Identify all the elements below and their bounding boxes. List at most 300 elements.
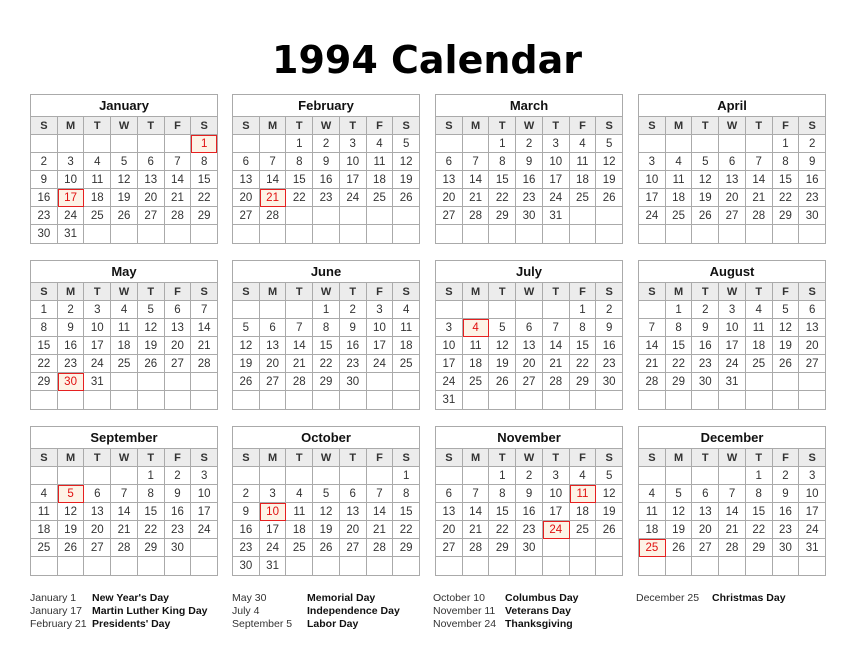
day-cell: 20 (84, 521, 111, 539)
day-cell: 29 (31, 373, 58, 391)
empty-cell (746, 557, 773, 575)
weekday-label: M (463, 117, 490, 135)
day-cell: 10 (84, 319, 111, 337)
weekday-label: T (84, 117, 111, 135)
day-cell: 19 (596, 503, 622, 521)
empty-cell (719, 135, 746, 153)
empty-cell (799, 557, 825, 575)
weekday-label: F (165, 449, 192, 467)
week-row (233, 319, 419, 337)
empty-cell (260, 135, 287, 153)
day-cell: 25 (393, 355, 419, 373)
week-row (233, 503, 419, 521)
week-row (639, 337, 825, 355)
weekday-label: T (84, 283, 111, 301)
day-cell: 23 (516, 189, 543, 207)
day-cell: 16 (773, 503, 800, 521)
empty-cell (313, 467, 340, 485)
empty-cell (393, 225, 419, 243)
weekday-label: T (286, 449, 313, 467)
week-row (639, 373, 825, 391)
day-cell: 20 (719, 189, 746, 207)
day-cell: 3 (543, 467, 570, 485)
empty-cell (138, 135, 165, 153)
week-row (233, 391, 419, 409)
empty-cell (191, 373, 217, 391)
weekday-label: W (516, 449, 543, 467)
day-cell: 28 (639, 373, 666, 391)
day-cell: 1 (773, 135, 800, 153)
day-cell: 26 (233, 373, 260, 391)
day-cell: 27 (436, 539, 463, 557)
day-cell: 23 (58, 355, 85, 373)
empty-cell (489, 391, 516, 409)
day-cell: 4 (111, 301, 138, 319)
empty-cell (746, 391, 773, 409)
empty-cell (596, 557, 622, 575)
day-cell: 7 (746, 153, 773, 171)
day-cell: 6 (340, 485, 367, 503)
day-cell: 26 (111, 207, 138, 225)
day-cell: 4 (639, 485, 666, 503)
day-cell: 12 (233, 337, 260, 355)
empty-cell (692, 557, 719, 575)
day-cell: 29 (138, 539, 165, 557)
day-cell: 27 (340, 539, 367, 557)
empty-cell (138, 557, 165, 575)
weekday-label: F (367, 283, 394, 301)
day-cell: 18 (31, 521, 58, 539)
empty-cell (489, 301, 516, 319)
week-row (31, 319, 217, 337)
week-row (436, 171, 622, 189)
week-row (639, 189, 825, 207)
day-cell: 8 (666, 319, 693, 337)
weekday-label: M (463, 283, 490, 301)
day-cell: 11 (286, 503, 313, 521)
day-cell: 5 (313, 485, 340, 503)
week-row (436, 135, 622, 153)
day-cell: 3 (719, 301, 746, 319)
week-row (639, 485, 825, 503)
day-cell: 23 (692, 355, 719, 373)
holiday-name: Martin Luther King Day (92, 605, 208, 617)
month-august (638, 260, 826, 410)
day-cell: 6 (692, 485, 719, 503)
week-row (233, 301, 419, 319)
day-cell: 8 (393, 485, 419, 503)
day-cell: 26 (138, 355, 165, 373)
holiday-item (30, 592, 208, 605)
day-cell: 18 (570, 171, 597, 189)
day-cell: 15 (393, 503, 419, 521)
weekday-label: W (313, 117, 340, 135)
empty-cell (31, 135, 58, 153)
weekday-label: S (233, 449, 260, 467)
month-name: May (31, 261, 217, 283)
day-cell: 17 (799, 503, 825, 521)
weekday-label: S (799, 449, 825, 467)
day-cell: 22 (191, 189, 217, 207)
week-row (233, 521, 419, 539)
empty-cell (367, 557, 394, 575)
holiday-item (232, 605, 400, 618)
day-cell: 7 (719, 485, 746, 503)
day-cell: 29 (191, 207, 217, 225)
week-row (436, 153, 622, 171)
day-cell: 29 (313, 373, 340, 391)
week-row (436, 225, 622, 243)
weekday-label: W (111, 283, 138, 301)
day-cell: 10 (799, 485, 825, 503)
day-cell: 14 (543, 337, 570, 355)
holiday-date: January 17 (30, 605, 82, 617)
day-cell: 14 (191, 319, 217, 337)
day-cell: 10 (719, 319, 746, 337)
week-row (436, 301, 622, 319)
weekday-label: T (489, 283, 516, 301)
empty-cell (489, 557, 516, 575)
day-cell: 3 (58, 153, 85, 171)
empty-cell (260, 391, 287, 409)
empty-cell (719, 557, 746, 575)
page-title: 1994 Calendar (272, 38, 582, 82)
holiday-item (30, 605, 208, 618)
day-cell: 6 (719, 153, 746, 171)
week-row (639, 301, 825, 319)
day-cell: 20 (692, 521, 719, 539)
day-cell: 6 (516, 319, 543, 337)
day-cell: 6 (799, 301, 825, 319)
day-cell: 3 (436, 319, 463, 337)
empty-cell (516, 557, 543, 575)
day-cell: 13 (165, 319, 192, 337)
day-cell: 30 (165, 539, 192, 557)
day-cell: 20 (340, 521, 367, 539)
weekday-label: S (596, 117, 622, 135)
weekday-label: S (393, 117, 419, 135)
week-row (233, 207, 419, 225)
day-cell: 21 (543, 355, 570, 373)
day-cell: 13 (84, 503, 111, 521)
empty-cell (436, 557, 463, 575)
day-cell: 10 (340, 153, 367, 171)
weekday-label: F (165, 117, 192, 135)
day-cell: 13 (436, 503, 463, 521)
empty-cell (84, 135, 111, 153)
day-cell: 4 (746, 301, 773, 319)
day-cell: 16 (31, 189, 58, 207)
week-row (639, 355, 825, 373)
day-cell: 8 (31, 319, 58, 337)
empty-cell (463, 391, 490, 409)
holiday-day-cell: 1 (191, 135, 217, 153)
empty-cell (436, 301, 463, 319)
day-cell: 9 (58, 319, 85, 337)
empty-cell (84, 557, 111, 575)
week-row (31, 337, 217, 355)
weekday-label: S (436, 449, 463, 467)
empty-cell (799, 391, 825, 409)
empty-cell (719, 225, 746, 243)
day-cell: 24 (84, 355, 111, 373)
weekday-label: T (746, 449, 773, 467)
empty-cell (666, 135, 693, 153)
day-cell: 23 (233, 539, 260, 557)
day-cell: 19 (773, 337, 800, 355)
empty-cell (639, 391, 666, 409)
day-cell: 3 (799, 467, 825, 485)
weekday-label: T (746, 117, 773, 135)
day-cell: 17 (543, 171, 570, 189)
day-cell: 17 (367, 337, 394, 355)
day-cell: 17 (639, 189, 666, 207)
day-cell: 4 (570, 135, 597, 153)
month-april (638, 94, 826, 244)
day-cell: 2 (233, 485, 260, 503)
weekday-label: W (313, 449, 340, 467)
day-cell: 2 (165, 467, 192, 485)
week-row (639, 557, 825, 575)
empty-cell (719, 467, 746, 485)
empty-cell (719, 391, 746, 409)
empty-cell (463, 225, 490, 243)
holiday-day-cell: 4 (463, 319, 490, 337)
empty-cell (393, 557, 419, 575)
day-cell: 27 (436, 207, 463, 225)
day-cell: 4 (570, 467, 597, 485)
day-cell: 30 (773, 539, 800, 557)
day-cell: 30 (799, 207, 825, 225)
day-cell: 2 (692, 301, 719, 319)
empty-cell (313, 557, 340, 575)
day-cell: 27 (138, 207, 165, 225)
day-cell: 9 (233, 503, 260, 521)
day-cell: 31 (58, 225, 85, 243)
day-cell: 18 (84, 189, 111, 207)
day-cell: 17 (543, 503, 570, 521)
day-cell: 14 (463, 503, 490, 521)
week-row (31, 189, 217, 207)
day-cell: 15 (138, 503, 165, 521)
empty-cell (260, 301, 287, 319)
day-cell: 26 (692, 207, 719, 225)
empty-cell (233, 301, 260, 319)
week-row (233, 467, 419, 485)
week-row (436, 557, 622, 575)
weekday-label: S (233, 283, 260, 301)
day-cell: 22 (286, 189, 313, 207)
day-cell: 25 (286, 539, 313, 557)
holiday-day-cell: 30 (58, 373, 85, 391)
empty-cell (570, 207, 597, 225)
week-row (233, 153, 419, 171)
month-name: June (233, 261, 419, 283)
day-cell: 29 (746, 539, 773, 557)
day-cell: 17 (719, 337, 746, 355)
day-cell: 12 (111, 171, 138, 189)
week-row (639, 467, 825, 485)
weekday-label: S (596, 283, 622, 301)
month-name: November (436, 427, 622, 449)
week-row (233, 485, 419, 503)
day-cell: 14 (719, 503, 746, 521)
weekday-label: S (639, 283, 666, 301)
holiday-day-cell: 10 (260, 503, 287, 521)
day-cell: 25 (84, 207, 111, 225)
weekday-label: T (84, 449, 111, 467)
day-cell: 6 (165, 301, 192, 319)
weekday-label: T (138, 283, 165, 301)
day-cell: 15 (570, 337, 597, 355)
day-cell: 6 (436, 485, 463, 503)
day-cell: 7 (463, 153, 490, 171)
day-cell: 26 (313, 539, 340, 557)
empty-cell (191, 539, 217, 557)
holiday-name: Veterans Day (505, 605, 571, 617)
empty-cell (111, 391, 138, 409)
day-cell: 13 (719, 171, 746, 189)
day-cell: 1 (138, 467, 165, 485)
empty-cell (543, 539, 570, 557)
day-cell: 9 (692, 319, 719, 337)
weekday-label: F (165, 283, 192, 301)
empty-cell (233, 225, 260, 243)
day-cell: 28 (463, 207, 490, 225)
day-cell: 3 (260, 485, 287, 503)
month-name: September (31, 427, 217, 449)
day-cell: 6 (233, 153, 260, 171)
week-row (639, 539, 825, 557)
day-cell: 16 (233, 521, 260, 539)
day-cell: 21 (191, 337, 217, 355)
day-cell: 7 (286, 319, 313, 337)
day-cell: 9 (773, 485, 800, 503)
day-cell: 24 (436, 373, 463, 391)
day-cell: 16 (340, 337, 367, 355)
day-cell: 27 (233, 207, 260, 225)
day-cell: 23 (596, 355, 622, 373)
day-cell: 2 (516, 135, 543, 153)
day-cell: 5 (138, 301, 165, 319)
weekday-label: F (570, 283, 597, 301)
weekday-label: T (543, 449, 570, 467)
day-cell: 27 (799, 355, 825, 373)
day-cell: 20 (436, 521, 463, 539)
empty-cell (165, 373, 192, 391)
week-row (233, 539, 419, 557)
day-cell: 5 (489, 319, 516, 337)
week-row (31, 301, 217, 319)
weekday-label: W (719, 283, 746, 301)
month-july (435, 260, 623, 410)
holiday-day-cell: 11 (570, 485, 597, 503)
day-cell: 16 (58, 337, 85, 355)
day-cell: 11 (31, 503, 58, 521)
day-cell: 15 (31, 337, 58, 355)
day-cell: 1 (489, 467, 516, 485)
day-cell: 11 (84, 171, 111, 189)
empty-cell (746, 135, 773, 153)
day-cell: 12 (692, 171, 719, 189)
empty-cell (596, 539, 622, 557)
week-row (436, 337, 622, 355)
empty-cell (489, 225, 516, 243)
weekday-label: M (260, 449, 287, 467)
day-cell: 10 (436, 337, 463, 355)
empty-cell (596, 207, 622, 225)
day-cell: 30 (516, 539, 543, 557)
day-cell: 9 (313, 153, 340, 171)
month-name: February (233, 95, 419, 117)
day-cell: 8 (286, 153, 313, 171)
day-cell: 8 (570, 319, 597, 337)
day-cell: 15 (286, 171, 313, 189)
day-cell: 24 (543, 189, 570, 207)
holiday-date: November 24 (433, 618, 497, 630)
day-cell: 25 (367, 189, 394, 207)
empty-cell (570, 557, 597, 575)
month-name: October (233, 427, 419, 449)
week-row (31, 467, 217, 485)
weekday-label: S (393, 283, 419, 301)
day-cell: 24 (191, 521, 217, 539)
week-row (31, 171, 217, 189)
day-cell: 20 (233, 189, 260, 207)
empty-cell (286, 391, 313, 409)
day-cell: 21 (746, 189, 773, 207)
day-cell: 9 (799, 153, 825, 171)
empty-cell (313, 391, 340, 409)
day-cell: 2 (516, 467, 543, 485)
day-cell: 20 (799, 337, 825, 355)
day-cell: 15 (191, 171, 217, 189)
day-cell: 4 (666, 153, 693, 171)
day-cell: 7 (543, 319, 570, 337)
empty-cell (111, 225, 138, 243)
day-cell: 26 (393, 189, 419, 207)
empty-cell (340, 225, 367, 243)
day-cell: 18 (286, 521, 313, 539)
day-cell: 28 (367, 539, 394, 557)
empty-cell (111, 373, 138, 391)
empty-cell (31, 557, 58, 575)
day-cell: 4 (393, 301, 419, 319)
weekday-label: T (692, 283, 719, 301)
day-cell: 10 (543, 153, 570, 171)
day-cell: 22 (489, 189, 516, 207)
day-cell: 30 (596, 373, 622, 391)
weekday-label: W (313, 283, 340, 301)
month-name: April (639, 95, 825, 117)
week-row (436, 485, 622, 503)
day-cell: 27 (165, 355, 192, 373)
day-cell: 2 (58, 301, 85, 319)
weekday-label: M (260, 117, 287, 135)
holiday-name: Labor Day (307, 618, 359, 630)
weekday-label: F (773, 283, 800, 301)
empty-cell (463, 135, 490, 153)
empty-cell (436, 135, 463, 153)
empty-cell (165, 557, 192, 575)
month-name: August (639, 261, 825, 283)
day-cell: 7 (367, 485, 394, 503)
day-cell: 14 (165, 171, 192, 189)
day-cell: 8 (746, 485, 773, 503)
week-row (31, 521, 217, 539)
weekday-label: T (746, 283, 773, 301)
empty-cell (543, 225, 570, 243)
